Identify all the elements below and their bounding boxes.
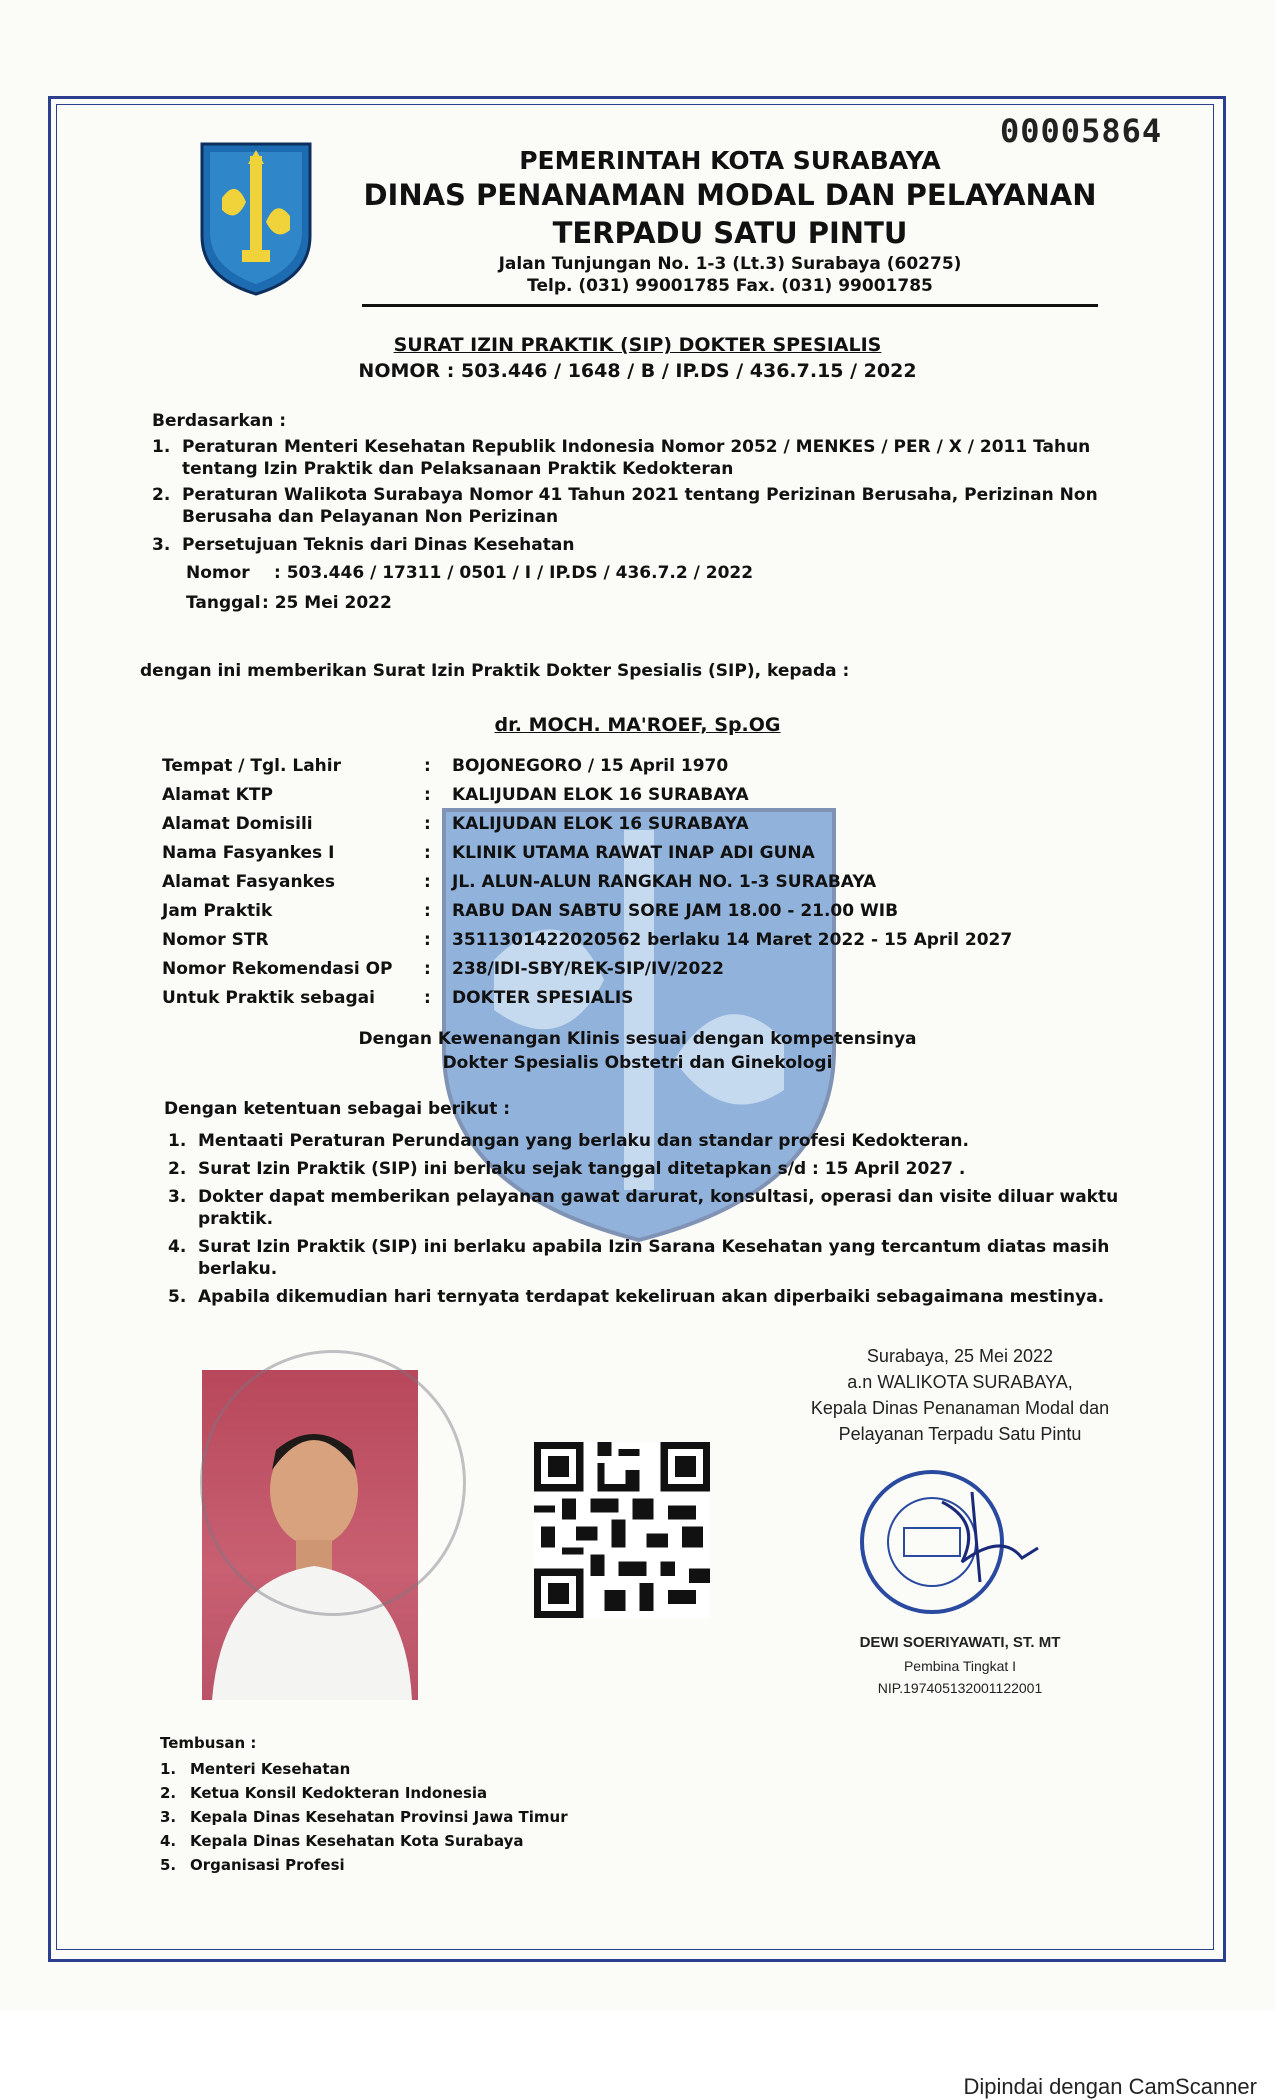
official-seal-stamp [852,1462,1052,1622]
signatory-name: DEWI SOERIYAWATI, ST. MT [859,1634,1061,1651]
competency-line1: Dengan Kewenangan Klinis sesuai dengan kompetensinya [358,1029,917,1049]
competency-line2: Dokter Spesialis Obstetri dan Ginekologi [442,1053,833,1073]
basis-nomor-label: Nomor [186,563,250,583]
copy-recipient: 5. Organisasi Profesi [160,1856,345,1874]
copy-recipient: 2. Ketua Konsil Kedokteran Indonesia [160,1784,488,1802]
condition-item: 5. Apabila dikemudian hari ternyata terdapat kekeliruan akan diperbaiki sebagaimana mestinya. [168,1287,1105,1307]
conditions-heading: Dengan ketentuan sebagai berikut : [164,1099,511,1119]
condition-item: 3. Dokter dapat memberikan pelayanan gawat darurat, konsultasi, operasi dan visite diluar waktu praktik. [168,1187,1119,1229]
header-address: Jalan Tunjungan No. 1-3 (Lt.3) Surabaya (60275) [498,254,962,274]
basis-nomor-value: : 503.446 / 17311 / 0501 / I / IP.DS / 436.7.2 / 2022 [274,563,754,583]
header-phone: Telp. (031) 99001785 Fax. (031) 99001785 [527,276,933,296]
condition-item: 2. Surat Izin Praktik (SIP) ini berlaku sejak tanggal ditetapkan s/d : 15 April 2027 . [168,1159,966,1179]
doctor-name: dr. MOCH. MA'ROEF, Sp.OG [494,714,781,736]
basis-item: 3. Persetujuan Teknis dari Dinas Kesehatan [152,535,575,555]
surabaya-coat-of-arms-logo [196,138,316,298]
basis-item: 1. Peraturan Menteri Kesehatan Republik Indonesia Nomor 2052 / MENKES / PER / X / 2011 Tahun tentang Izin Praktik dan Pelaksanaan Praktik Kedokteran [152,437,1091,479]
signature-place-date: Surabaya, 25 Mei 2022 [866,1346,1054,1366]
copy-recipient: 1. Menteri Kesehatan [160,1760,351,1778]
signature-position-line2: Pelayanan Terpadu Satu Pintu [838,1424,1082,1444]
copy-recipient: 4. Kepala Dinas Kesehatan Kota Surabaya [160,1832,524,1850]
basis-tanggal-value: : 25 Mei 2022 [262,593,392,613]
photo-stamp [200,1350,466,1616]
signatory-nip: NIP.197405132001122001 [877,1680,1043,1696]
signatory-rank: Pembina Tingkat I [903,1658,1017,1674]
document-number: NOMOR : 503.446 / 1648 / B / IP.DS / 436.7.15 / 2022 [358,360,917,382]
serial-number: 00005864 [1000,112,1163,150]
header-agency: DINAS PENANAMAN MODAL DAN PELAYANAN [363,178,1097,212]
basis-tanggal-label: Tanggal [186,593,261,613]
header-agency-line2: TERPADU SATU PINTU [552,216,908,250]
scanner-footer: Dipindai dengan CamScanner [963,2074,1257,2099]
copies-heading: Tembusan : [160,1734,257,1752]
header-divider [362,304,1098,307]
header-government: PEMERINTAH KOTA SURABAYA [519,146,941,175]
basis-item: 2. Peraturan Walikota Surabaya Nomor 41 Tahun 2021 tentang Perizinan Berusaha, Perizinan Non Berusaha dan Pelayanan Non Perizinan [152,485,1098,527]
condition-item: 1. Mentaati Peraturan Perundangan yang berlaku dan standar profesi Kedokteran. [168,1131,969,1151]
condition-item: 4. Surat Izin Praktik (SIP) ini berlaku apabila Izin Sarana Kesehatan yang tercantum diatas masih berlaku. [168,1237,1110,1279]
qr-code [534,1442,710,1618]
signature-on-behalf: a.n WALIKOTA SURABAYA, [847,1372,1073,1392]
signature-position-line1: Kepala Dinas Penanaman Modal dan [810,1398,1110,1418]
copy-recipient: 3. Kepala Dinas Kesehatan Provinsi Jawa Timur [160,1808,568,1826]
grant-statement: dengan ini memberikan Surat Izin Praktik Dokter Spesialis (SIP), kepada : [140,661,850,681]
document-title: SURAT IZIN PRAKTIK (SIP) DOKTER SPESIALIS [393,334,882,356]
basis-heading: Berdasarkan : [152,411,287,431]
